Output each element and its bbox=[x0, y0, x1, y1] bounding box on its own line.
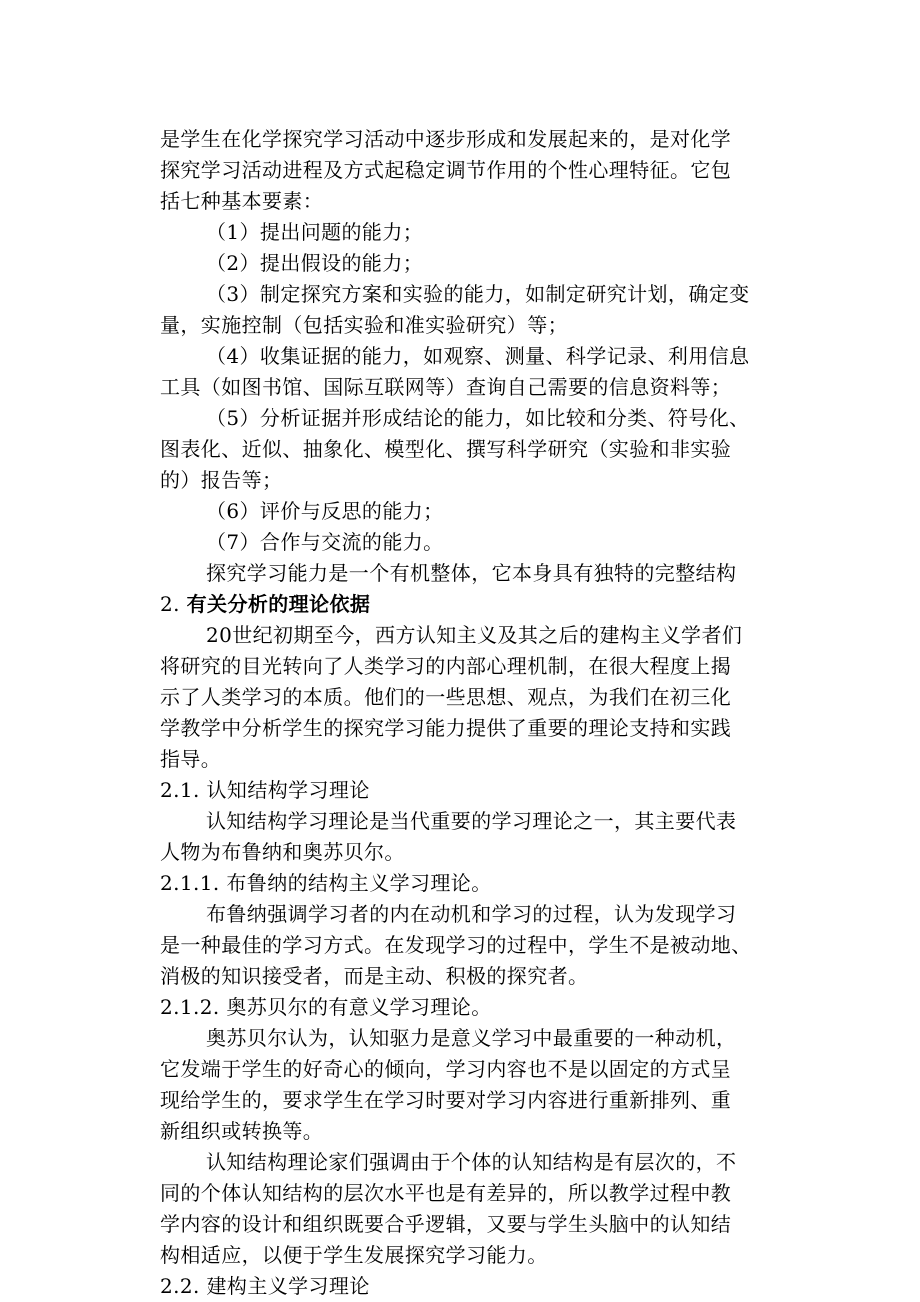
paragraph-line: 奥苏贝尔认为，认知驱力是意义学习中最重要的一种动机， bbox=[206, 1026, 737, 1050]
paragraph-line: 认知结构学习理论是当代重要的学习理论之一，其主要代表 bbox=[206, 809, 737, 833]
paragraph-line: 认知结构理论家们强调由于个体的认知结构是有层次的，不 bbox=[206, 1150, 737, 1174]
document-page bbox=[160, 124, 764, 1302]
text-line: 新组织或转换等。 bbox=[160, 1119, 324, 1143]
text-line: 同的个体认知结构的层次水平也是有差异的，所以教学过程中教 bbox=[160, 1181, 732, 1205]
text-line: 它发端于学生的好奇心的倾向，学习内容也不是以固定的方式呈 bbox=[160, 1057, 732, 1081]
paragraph-line: 20世纪初期至今，西方认知主义及其之后的建构主义学者们 bbox=[206, 623, 743, 647]
text-line: 构相适应，以便于学生发展探究学习能力。 bbox=[160, 1243, 548, 1267]
subsection-heading: 2.1.1. 布鲁纳的结构主义学习理论。 bbox=[160, 871, 492, 895]
text-line: 人物为布鲁纳和奥苏贝尔。 bbox=[160, 840, 405, 864]
text-line: 是学生在化学探究学习活动中逐步形成和发展起来的，是对化学 bbox=[160, 127, 732, 151]
text-line: 学内容的设计和组织既要合乎逻辑，又要与学生头脑中的认知结 bbox=[160, 1212, 732, 1236]
list-item: （7）合作与交流的能力。 bbox=[206, 530, 444, 554]
text-line: 工具（如图书馆、国际互联网等）查询自己需要的信息资料等； bbox=[160, 375, 732, 399]
list-item: （4）收集证据的能力，如观察、测量、科学记录、利用信息 bbox=[206, 344, 750, 368]
text-line: 指导。 bbox=[160, 747, 222, 771]
list-item: （1）提出问题的能力； bbox=[206, 220, 424, 244]
section-title: 有关分析的理论依据 bbox=[186, 592, 371, 616]
list-item: （6）评价与反思的能力； bbox=[206, 499, 444, 523]
text-line: 将研究的目光转向了人类学习的内部心理机制，在很大程度上揭 bbox=[160, 654, 732, 678]
text-line: 量，实施控制（包括实验和准实验研究）等； bbox=[160, 313, 568, 337]
text-line: 现给学生的，要求学生在学习时要对学习内容进行重新排列、重 bbox=[160, 1088, 732, 1112]
text-line: 示了人类学习的本质。他们的一些思想、观点，为我们在初三化 bbox=[160, 685, 732, 709]
section-heading bbox=[160, 589, 764, 620]
text-line: 是一种最佳的学习方式。在发现学习的过程中，学生不是被动地、 bbox=[160, 933, 752, 957]
text-line: 图表化、近似、抽象化、模型化、撰写科学研究（实验和非实验 bbox=[160, 437, 732, 461]
list-item: （3）制定探究方案和实验的能力，如制定研究计划，确定变 bbox=[206, 282, 750, 306]
text-line: 探究学习活动进程及方式起稳定调节作用的个性心理特征。它包 bbox=[160, 158, 732, 182]
list-item: （2）提出假设的能力； bbox=[206, 251, 424, 275]
text-line: 的）报告等； bbox=[160, 468, 283, 492]
paragraph-line: 探究学习能力是一个有机整体，它本身具有独特的完整结构 bbox=[206, 561, 737, 585]
paragraph-line: 布鲁纳强调学习者的内在动机和学习的过程，认为发现学习 bbox=[206, 902, 737, 926]
subsection-heading: 2.1.2. 奥苏贝尔的有意义学习理论。 bbox=[160, 995, 492, 1019]
section-number: 2. bbox=[160, 592, 187, 616]
text-line: 学教学中分析学生的探究学习能力提供了重要的理论支持和实践 bbox=[160, 716, 732, 740]
text-line: 消极的知识接受者，而是主动、积极的探究者。 bbox=[160, 964, 589, 988]
text-line: 括七种基本要素： bbox=[160, 189, 324, 213]
subsection-heading: 2.1. 认知结构学习理论 bbox=[160, 778, 370, 802]
list-item: （5）分析证据并形成结论的能力，如比较和分类、符号化、 bbox=[206, 406, 750, 430]
subsection-heading: 2.2. 建构主义学习理论 bbox=[160, 1274, 370, 1298]
